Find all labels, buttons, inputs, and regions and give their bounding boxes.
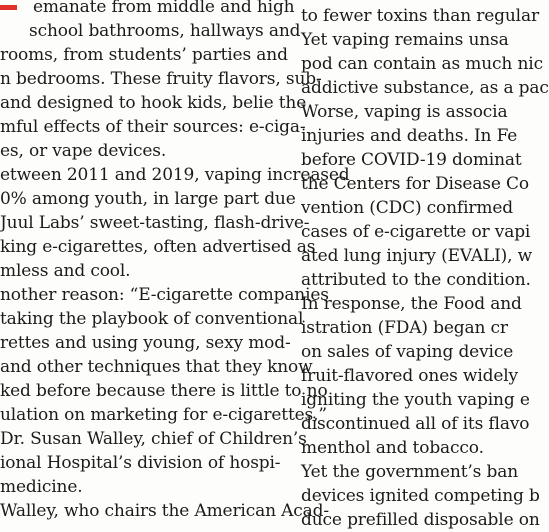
text-line: emanate from middle and high xyxy=(33,0,295,17)
text-line: discontinued all of its flavo xyxy=(301,414,530,434)
text-line: Dr. Susan Walley, chief of Children’s xyxy=(0,429,307,449)
text-line: Worse, vaping is associa xyxy=(301,102,508,122)
text-line: ulation on marketing for e-cigarettes,” xyxy=(0,405,327,425)
text-line: on sales of vaping device xyxy=(301,342,514,362)
text-line: injuries and deaths. In Fe xyxy=(301,126,518,146)
text-line: before COVID-19 dominat xyxy=(301,150,522,170)
text-line: addictive substance, as a pac xyxy=(301,78,549,98)
text-line: duce prefilled disposable on xyxy=(301,510,540,530)
text-line: and designed to hook kids, belie the xyxy=(0,93,307,113)
text-line: In response, the Food and xyxy=(301,294,522,314)
text-line: etween 2011 and 2019, vaping increased xyxy=(0,165,350,185)
text-line: king e-cigarettes, often advertised as xyxy=(0,237,316,257)
text-line: rettes and using young, sexy mod- xyxy=(0,333,291,353)
text-line: and other techniques that they know xyxy=(0,357,313,377)
text-line: fruit-flavored ones widely xyxy=(301,366,519,386)
text-line: vention (CDC) confirmed xyxy=(301,198,513,218)
text-line: menthol and tobacco. xyxy=(301,438,484,458)
text-line: cases of e-cigarette or vapi xyxy=(301,222,531,242)
text-line: ated lung injury (EVALI), w xyxy=(301,246,533,266)
text-line: to fewer toxins than regular xyxy=(301,6,539,26)
text-line: ked before because there is little to no xyxy=(0,381,328,401)
text-line: medicine. xyxy=(0,477,83,497)
text-line: school bathrooms, hallways and xyxy=(29,21,301,41)
text-line: es, or vape devices. xyxy=(0,141,167,161)
text-line: nother reason: “E-cigarette companies xyxy=(0,285,329,305)
text-line: n bedrooms. These fruity flavors, sub- xyxy=(0,69,322,89)
text-line: attributed to the condition. xyxy=(301,270,531,290)
text-line: the Centers for Disease Co xyxy=(301,174,529,194)
text-line: devices ignited competing b xyxy=(301,486,540,506)
text-line: rooms, from students’ parties and xyxy=(0,45,288,65)
text-line: 0% among youth, in large part due xyxy=(0,189,296,209)
text-line: mless and cool. xyxy=(0,261,131,281)
section-marker-bar xyxy=(0,5,17,10)
text-line: ional Hospital’s division of hospi- xyxy=(0,453,281,473)
text-line: Yet the government’s ban xyxy=(301,462,519,482)
text-line: istration (FDA) began cr xyxy=(301,318,508,338)
text-line: pod can contain as much nic xyxy=(301,54,543,74)
text-line: Walley, who chairs the American Acad- xyxy=(0,501,329,521)
text-line: Juul Labs’ sweet-tasting, flash-drive- xyxy=(0,213,310,233)
text-line: mful effects of their sources: e-ciga- xyxy=(0,117,306,137)
text-line: igniting the youth vaping e xyxy=(301,390,530,410)
text-line: Yet vaping remains unsa xyxy=(301,30,509,50)
text-line: taking the playbook of conventional xyxy=(0,309,304,329)
